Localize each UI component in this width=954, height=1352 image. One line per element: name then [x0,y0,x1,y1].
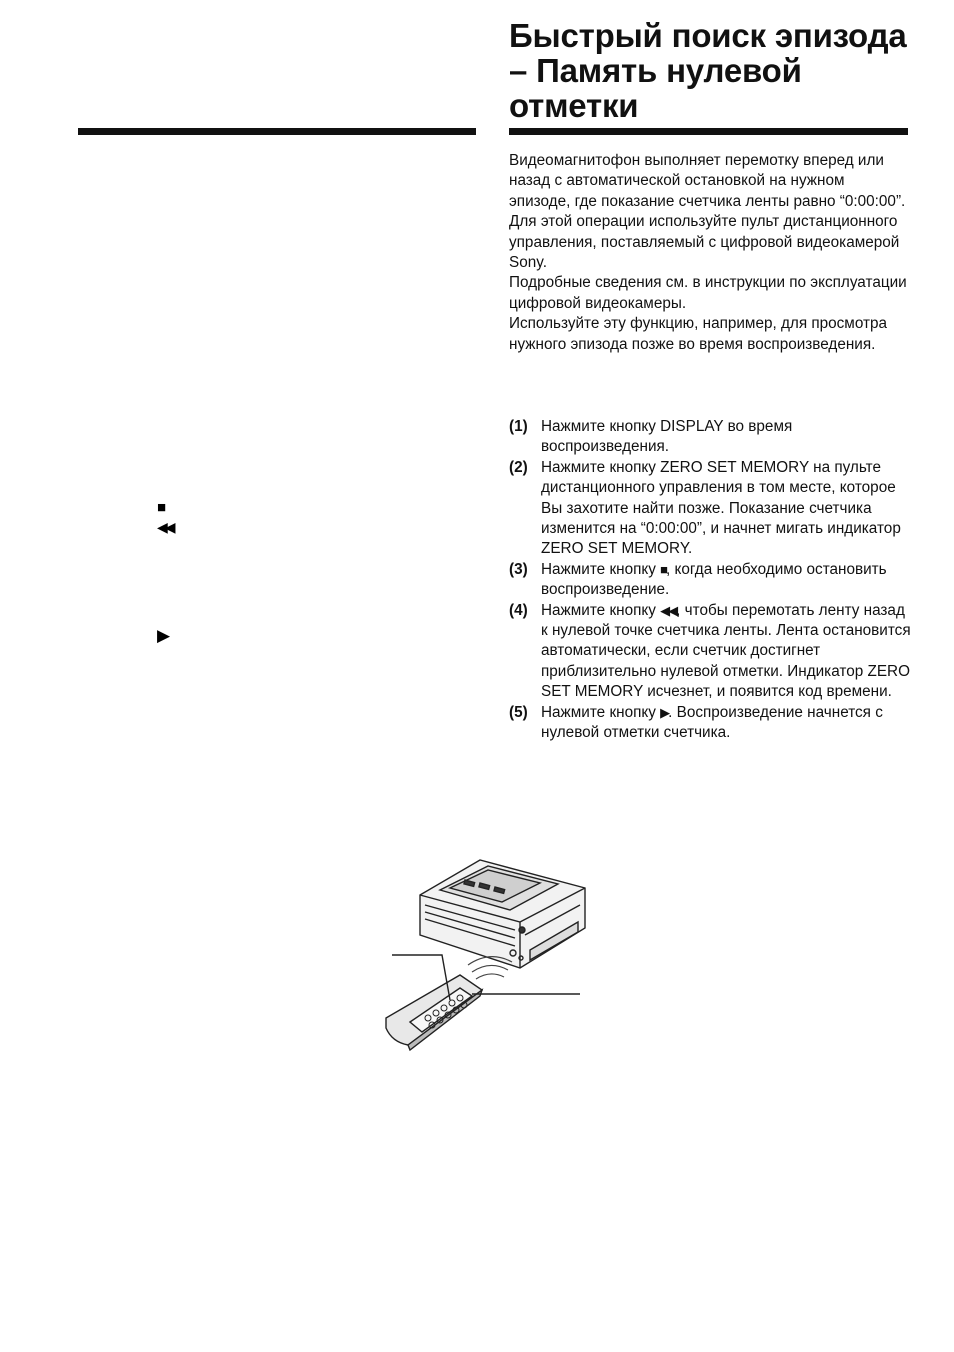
step-text [541,417,911,458]
step-text-part: Нажмите кнопку DISPLAY во время воспроизведения. [541,418,793,456]
step-number: (4) [509,601,528,619]
step-text [541,458,911,560]
play-icon: ▶ [660,704,669,720]
vcr-remote-illustration [380,850,590,1055]
step-2 [509,458,911,560]
intro-paragraph: Используйте эту функцию, например, для просмотра нужного эпизода позже во время воспроизведения. [509,315,888,353]
rewind-icon: ◀◀ [157,519,173,535]
step-number: (5) [509,703,528,721]
step-number: (2) [509,458,528,476]
step-1 [509,417,911,458]
step-3 [509,560,911,601]
page-title: Быстрый поиск эпизода – Память нулевой отметки [509,17,907,124]
step-text [541,703,911,744]
step-text-part: , чтобы перемотать ленту назад к нулевой точке счетчика ленты. Лента остановится автоматически, если счетчик достигнет приблизительно нулевой отметки. Индикатор ZERO SET MEMORY исчезнет, и появится код времени. [541,601,911,701]
callout-lines [392,955,580,1000]
rewind-icon: ◀◀ [660,602,677,618]
intro-paragraph: Для этой операции используйте пульт дистанционного управления, поставляемый с цифровой видеокамерой Sony. [509,213,900,272]
step-number: (1) [509,418,528,435]
step-text-part: Нажмите кнопку [541,601,661,619]
step-text [541,601,911,703]
stop-icon: ■ [157,499,167,516]
vcr-deck [420,860,585,968]
stop-icon: ■ [660,561,666,577]
step-text-part: Нажмите кнопку [541,703,661,721]
remote-control [386,975,482,1050]
step-text-part: . Воспроизведение начнется с нулевой отметки счетчика. [541,703,883,742]
steps-list [509,417,911,744]
step-5 [509,703,911,744]
right-header-rule [509,128,908,135]
intro-text [509,151,909,355]
step-text-part: , когда необходимо остановить воспроизведение. [541,560,887,599]
step-text-part: Нажмите кнопку ZERO SET MEMORY на пульте дистанционного управления в том месте, которое Вы захотите найти позже. Показание счетчика изменится на “0:00:00”, и начнет мигать индикатор ZERO SET MEMORY. [541,458,901,558]
step-text [541,560,911,601]
intro-paragraph: Видеомагнитофон выполняет перемотку вперед или назад с автоматической остановкой на нужном эпизоде, где показание счетчика ленты равно “0:00:00”. [509,152,906,210]
step-number: (3) [509,560,528,578]
play-icon: ▶ [157,626,171,645]
left-header-rule [78,128,476,135]
step-text-part: Нажмите кнопку [541,560,661,578]
step-4 [509,601,911,703]
intro-paragraph: Подробные сведения см. в инструкции по эксплуатации цифровой видеокамеры. [509,274,907,312]
